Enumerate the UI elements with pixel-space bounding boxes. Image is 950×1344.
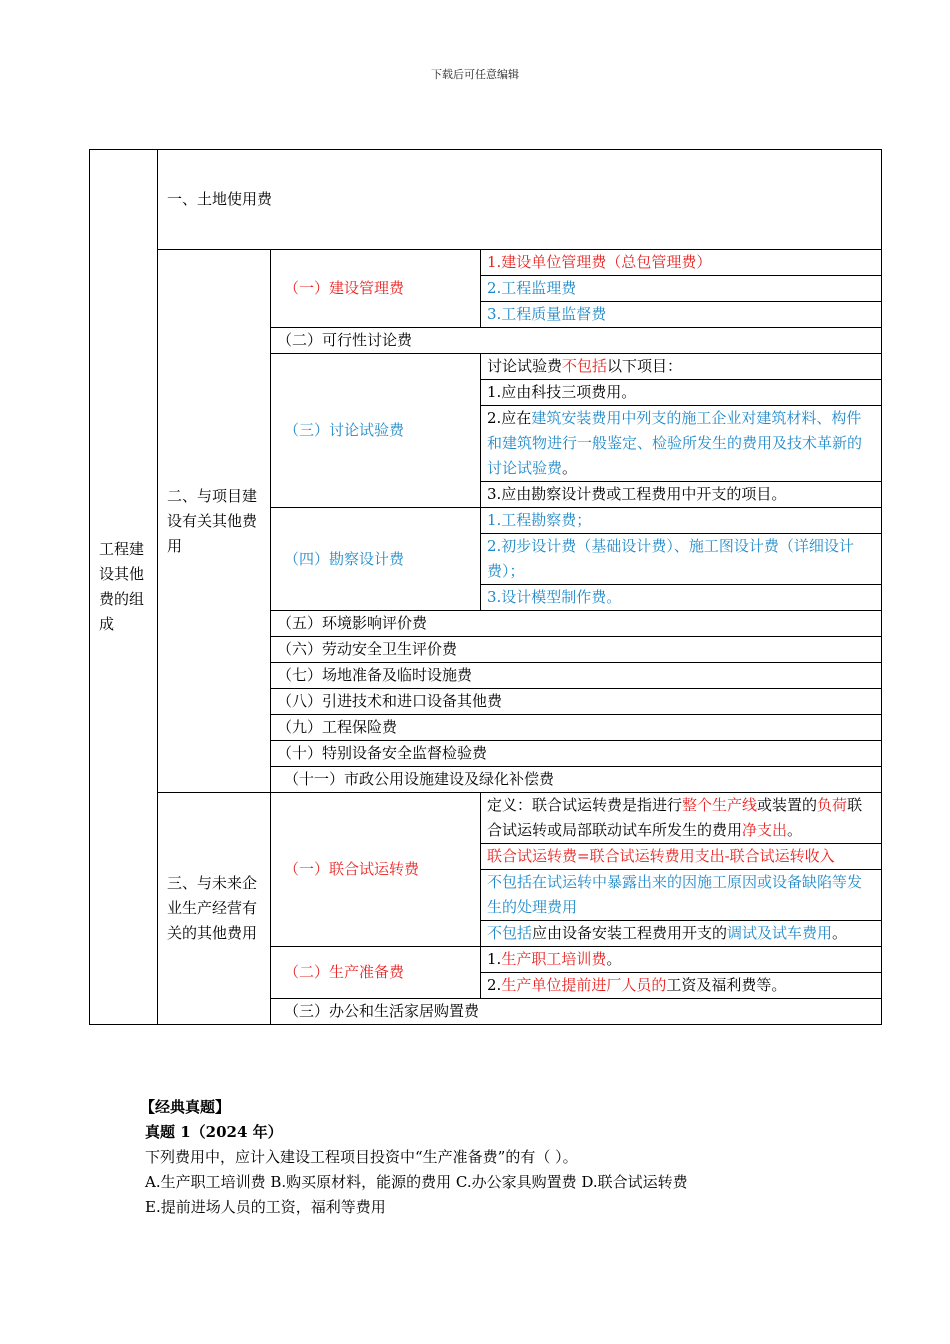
question-option-e: E.提前进场人员的工资，福利等费用 [145,1198,386,1216]
question-text: 下列费用中，应计入建设工程项目投资中“生产准备费”的有（ ）。 [145,1148,578,1166]
section-land-use: 一、土地使用费 [158,150,882,250]
research-exclusion-1: 1.应由科技三项费用。 [481,380,882,406]
equipment-inspection-fee: （十）特别设备安全监督检验费 [271,741,882,767]
item-design: 2.初步设计费（基础设计费）、施工图设计费（详细设计费）； [481,534,882,585]
feasibility-study-fee: （二）可行性讨论费 [271,328,882,354]
question-options: A.生产职工培训费 B.购买原材料，能源的费用 C.办公家具购置费 D.联合试运转费 [145,1173,688,1191]
labor-safety-fee: （六）劳动安全卫生评价费 [271,637,882,663]
item-model: 3.设计模型制作费。 [481,585,882,611]
office-furniture-fee: （三）办公和生活家居购置费 [271,999,882,1025]
trial-run-exclusion-1: 不包括在试运转中暴露出来的因施工原因或设备缺陷等发生的处理费用 [481,870,882,921]
trial-run-definition: 定义：联合试运转费是指进行整个生产线或装置的负荷联合试运转或局部联动试车所发生的费用净支出。 [481,793,882,844]
research-exclusion-2: 2.应在建筑安装费用中列支的施工企业对建筑材料、构件和建筑物进行一般鉴定、检验所发生的费用及技术革新的讨论试验费。 [481,406,882,482]
insurance-fee: （九）工程保险费 [271,715,882,741]
page-header: 下载后可任意编辑 [431,68,519,81]
item-survey: 1.工程勘察费； [481,508,882,534]
item-supervision: 2.工程监理费 [481,276,882,302]
section-title: 【经典真题】 [140,1098,231,1116]
item-owner-management: 1.建设单位管理费（总包管理费） [481,250,882,276]
construction-management-fee: （一）建设管理费 [271,250,481,328]
survey-design-fee: （四）勘察设计费 [271,508,481,611]
research-test-fee: （三）讨论试验费 [271,354,481,508]
site-preparation-fee: （七）场地准备及临时设施费 [271,663,882,689]
question-title: 真题 1（2024 年） [145,1123,283,1141]
root-cell: 工程建设其他费的组成 [90,150,158,1025]
cost-composition-table [89,149,882,1025]
municipal-facilities-fee: （十一）市政公用设施建设及绿化补偿费 [271,767,882,793]
imported-technology-fee: （八）引进技术和进口设备其他费 [271,689,882,715]
prep-item-early-staff: 2.生产单位提前进厂人员的工资及福利费等。 [481,973,882,999]
joint-trial-run-fee: （一）联合试运转费 [271,793,481,947]
section-project-related: 二、与项目建设有关其他费用 [158,250,271,793]
production-preparation-fee: （二）生产准备费 [271,947,481,999]
research-exclusion-3: 3.应由勘察设计费或工程费用中开支的项目。 [481,482,882,508]
trial-run-exclusion-2: 不包括应由设备安装工程费用开支的调试及试车费用。 [481,921,882,947]
trial-run-formula: 联合试运转费=联合试运转费用支出-联合试运转收入 [481,844,882,870]
prep-item-training: 1.生产职工培训费。 [481,947,882,973]
research-test-intro: 讨论试验费不包括以下项目： [481,354,882,380]
exam-questions [140,1095,905,1220]
item-quality-supervision: 3.工程质量监督费 [481,302,882,328]
environmental-assessment-fee: （五）环境影响评价费 [271,611,882,637]
section-future-operation: 三、与未来企业生产经营有关的其他费用 [158,793,271,1025]
